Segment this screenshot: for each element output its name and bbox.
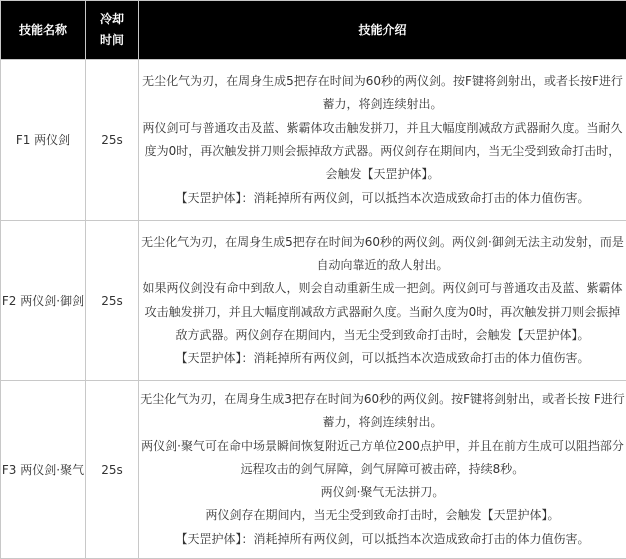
description-paragraph: 两仪剑·聚气可在命中场景瞬间恢复附近己方单位200点护甲，并且在前方生成可以阻挡部分远程攻击的剑气屏障，剑气屏障可被击碎，持续8秒。 [139,435,626,482]
description-paragraph: 无尘化气为刃，在周身生成5把存在时间为60秒的两仪剑。按F键将剑射出，或者长按F进行蓄力，将剑连续射出。 [139,70,626,117]
description-paragraph: 两仪剑存在期间内，当无尘受到致命打击时，会触发【天罡护体】。 [139,504,626,527]
header-skill-name: 技能名称 [1,1,86,60]
description-paragraph: 【天罡护体】：消耗掉所有两仪剑，可以抵挡本次造成致命打击的体力值伤害。 [139,187,626,210]
description-paragraph: 无尘化气为刃，在周身生成5把存在时间为60秒的两仪剑。两仪剑·御剑无法主动发射，而是自动向靠近的敌人射出。 [139,231,626,278]
skill-name-cell: F1 两仪剑 [1,60,86,221]
skill-name-cell: F3 两仪剑·聚气 [1,381,86,559]
table-row [1,60,626,221]
description-paragraph: 无尘化气为刃，在周身生成3把存在时间为60秒的两仪剑。按F键将剑射出，或者长按 F进行蓄力，将剑连续射出。 [139,388,626,435]
description-paragraph: 两仪剑可与普通攻击及蓝、紫霸体攻击触发拼刀，并且大幅度削减敌方武器耐久度。当耐久度为0时，再次触发拼刀则会振掉敌方武器。两仪剑存在期间内，当无尘受到致命打击时，会触发【天罡护体】。 [139,117,626,187]
skill-description-cell [139,381,626,559]
skill-description-cell [139,221,626,381]
header-skill-description: 技能介绍 [139,1,626,60]
skill-cooldown-cell: 25s [86,60,139,221]
skill-description-cell [139,60,626,221]
table-row [1,221,626,381]
description-paragraph: 两仪剑·聚气无法拼刀。 [139,481,626,504]
header-cooldown: 冷却时间 [86,1,139,60]
skill-cooldown-cell: 25s [86,381,139,559]
table-row [1,381,626,559]
skill-cooldown-cell: 25s [86,221,139,381]
description-paragraph: 如果两仪剑没有命中到敌人，则会自动重新生成一把剑。两仪剑可与普通攻击及蓝、紫霸体攻击触发拼刀，并且大幅度削减敌方武器耐久度。当耐久度为0时，再次触发拼刀则会振掉敌方武器。两仪剑存在期间内，当无尘受到致命打击时，会触发【天罡护体】。 [139,277,626,347]
description-paragraph: 【天罡护体】：消耗掉所有两仪剑，可以抵挡本次造成致命打击的体力值伤害。 [139,347,626,370]
table-header [1,1,626,60]
skill-name-cell: F2 两仪剑·御剑 [1,221,86,381]
description-paragraph: 【天罡护体】：消耗掉所有两仪剑，可以抵挡本次造成致命打击的体力值伤害。 [139,528,626,551]
